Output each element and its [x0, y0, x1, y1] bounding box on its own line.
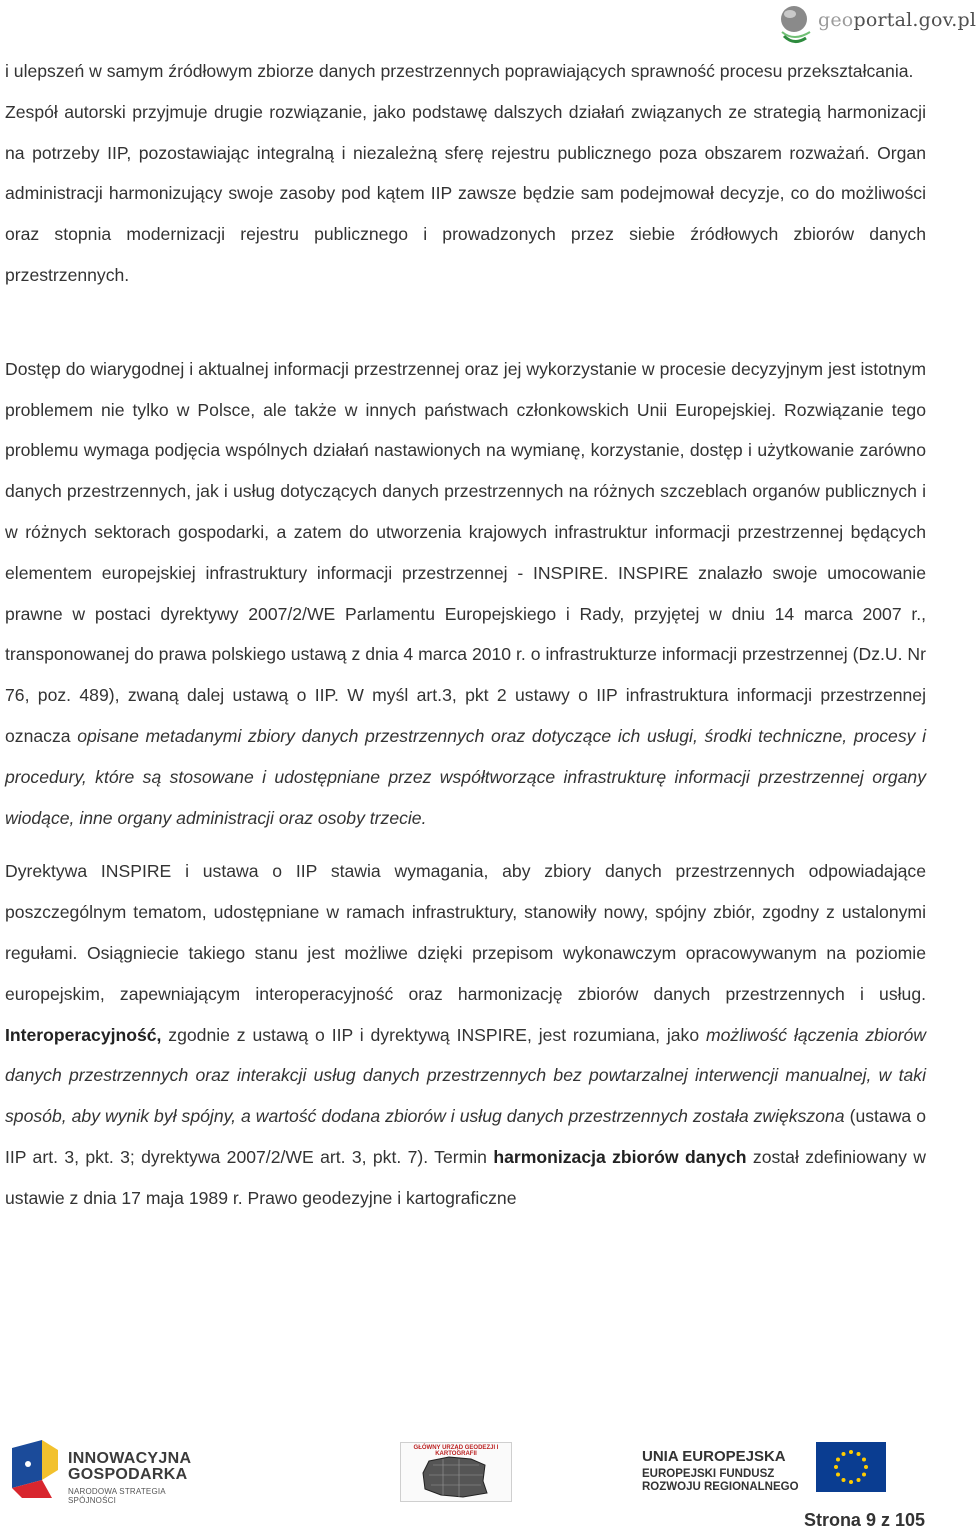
paragraph-1: i ulepszeń w samym źródłowym zbiorze danych przestrzennych poprawiających sprawność procesu przekształcania. [5, 61, 914, 81]
paragraph-4-text-a: Dyrektywa INSPIRE i ustawa o IIP stawia wymagania, aby zbiory danych przestrzennych odpowiadające poszczególnym tematom, udostępniane w ramach infrastruktury, stanowiły nowy, spójny zbiór, zgodny z ustalonymi regułami. Osiągniecie takiego stanu jest możliwe dzięki przepisom wykonawczym opracowywanym na poziomie europejskim, zapewniającym interoperacyjność oraz harmonizację zbiorów danych przestrzennych i usług. [5, 861, 926, 1004]
geoportal-globe-icon [776, 2, 816, 48]
paragraph-4-text-b: zgodnie z ustawą o IIP i dyrektywą INSPIRE, jest rozumiana, jako [161, 1024, 706, 1045]
ue-subtitle-line-1: EUROPEJSKI FUNDUSZ [642, 1468, 775, 1480]
paragraph-3-text: Dostęp do wiarygodnej i aktualnej informacji przestrzennej oraz jej wykorzystanie w procesie decyzyjnym jest istotnym problemem nie tylko w Polsce, ale także w innych państwach członkowskich Unii Europejskiej. Rozwiązanie tego problemu wymaga podjęcia wspólnych działań nastawionych na wymianę, korzystanie, dostęp i użytkowanie zarówno danych przestrzennych, jak i usług dotyczących danych przestrzennych na różnych szczeblach organów publicznych i w różnych sektorach gospodarki, a zatem do utworzenia krajowych infrastruktur informacji przestrzennej będących elementem europejskiej infrastruktury informacji przestrzennej - INSPIRE. INSPIRE znalazło swoje umocowanie prawne w postaci dyrektywy 2007/2/WE Parlamentu Europejskiego i Rady, przyjętej w dniu 14 marca 2007 r., transponowanej do prawa polskiego ustawą z dnia 4 marca 2010 r. o infrastrukturze informacji przestrzennej (Dz.U. Nr 76, poz. 489), zwaną dalej ustawą o IIP. W myśl art.3, pkt 2 ustawy o IIP infrastruktura informacji przestrzennej oznacza [5, 358, 926, 746]
footer-logos [0, 1436, 960, 1506]
paragraph-3-italic: opisane metadanymi zbiory danych przestrzennych oraz dotyczące ich usługi, środki techniczne, procesy i procedury, które są stosowane i udostępniane przez współtworzące infrastrukturę informacji przestrzennej organy wiodące, inne organy administracji oraz osoby trzecie. [5, 725, 927, 828]
paragraph-3 [5, 349, 926, 839]
eu-flag-icon [816, 1442, 886, 1492]
ig-subtitle: NARODOWA STRATEGIA SPÓJNOŚCI [68, 1487, 166, 1505]
logo-geo-part: geo [818, 9, 854, 31]
geoportal-logo [776, 0, 976, 50]
logo-rest-part: portal.gov.pl [853, 9, 976, 31]
term-harmonizacja: harmonizacja zbiorów danych [493, 1146, 747, 1167]
ue-subtitle-line-2: ROZWOJU REGIONALNEGO [642, 1481, 799, 1493]
term-interoperacyjnosc: Interoperacyjność, [5, 1024, 162, 1045]
gugik-logo [400, 1442, 512, 1502]
paragraph-4 [5, 851, 926, 1218]
paragraph-4-text-c: (ustawa o IIP art. 3, pkt. 3; dyrektywa 2007/2/WE art. 3, pkt. 7). Termin [5, 1106, 927, 1167]
gugik-text: GŁÓWNY URZĄD GEODEZJI I KARTOGRAFII [413, 1445, 499, 1457]
paragraph-2: Zespół autorski przyjmuje drugie rozwiązanie, jako podstawę dalszych działań związanych ze strategią harmonizacji na potrzeby IIP, pozostawiając integralną i niezależną sferę rejestru publicznego poza obszarem rozważań. Organ administracji harmonizujący swoje zasoby pod kątem IIP zawsze będzie sam podejmował decyzje, co do możliwości oraz stopnia modernizacji rejestru publicznego i prowadzonych przez siebie źródłowych zbiorów danych przestrzennych. [5, 101, 926, 285]
poland-map-icon [419, 1455, 491, 1499]
unia-europejska-logo [636, 1442, 936, 1502]
geoportal-wordmark [818, 9, 976, 31]
paragraph-4-italic: możliwość łączenia zbiorów danych przestrzennych oraz interakcji usług danych przestrzennych bez powtarzalnej interwencji manualnej, w taki sposób, aby wynik był spójny, a wartość dodana zbiorów i usług danych przestrzennych została zwiększona [5, 1024, 926, 1127]
paragraph-4-text-d: został zdefiniowany w ustawie z dnia 17 maja 1989 r. Prawo geodezyjne i kartograficzne [5, 1146, 927, 1208]
ue-subtitle [642, 1468, 799, 1494]
ig-flag-icon [12, 1440, 60, 1498]
document-body [5, 51, 926, 1219]
ig-title-line-1: INNOWACYJNA [68, 1450, 192, 1467]
ue-title: UNIA EUROPEJSKA [642, 1448, 786, 1465]
page-number: Strona 9 z 105 [803, 1510, 925, 1530]
innowacyjna-gospodarka-logo [12, 1440, 212, 1505]
ig-title-line-2: GOSPODARKA [68, 1466, 188, 1483]
ig-title [68, 1451, 191, 1483]
